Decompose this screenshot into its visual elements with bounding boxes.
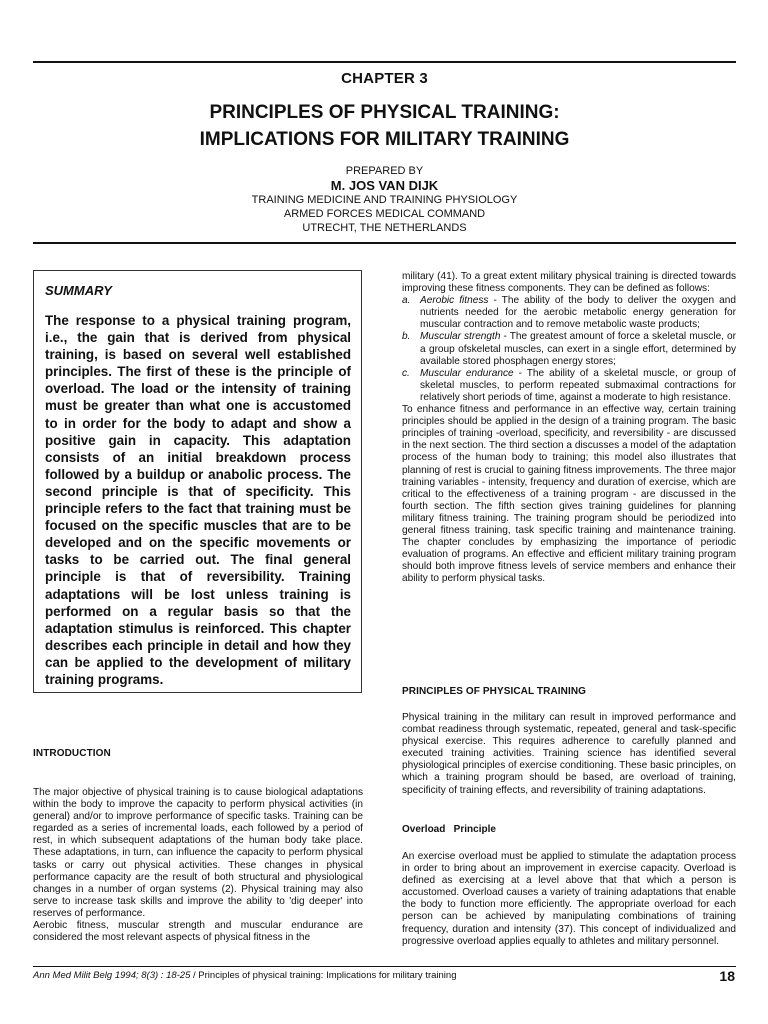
principles-heading: PRINCIPLES OF PHYSICAL TRAINING [402, 686, 587, 697]
summary-heading: SUMMARY [45, 283, 112, 298]
top-rule [33, 61, 736, 63]
footer-citation [33, 970, 456, 981]
list-item-label: a. [402, 295, 411, 307]
continued-paragraph: military (41). To a great extent military physical training is directed towards improving these fitness components. They can be defined as follows: [402, 271, 736, 295]
overload-text [402, 851, 736, 948]
list-item-text: - The ability of the body to deliver the oxygen and nutrients needed for the aerobic metabolic energy generation for muscular contraction and to remove metabolic waste products; [420, 295, 737, 331]
running-title: Principles of physical training: Implications for military training [198, 970, 457, 981]
list-item-text: - The greatest amount of force a skeletal muscle, or a group ofskeletal muscles, can exert in a single effort, determined by available stored phosphagen energy stores; [420, 331, 736, 367]
journal-citation: Ann Med Milit Belg 1994; 8(3) : 18-25 [33, 970, 191, 981]
list-item [402, 295, 736, 331]
affiliation-line-3: UTRECHT, THE NETHERLANDS [302, 222, 467, 234]
list-item-body [420, 331, 736, 367]
page-number: 18 [719, 968, 735, 984]
fitness-components-list [402, 295, 736, 404]
citation-separator: / [190, 970, 199, 981]
list-item-term: Aerobic fitness [420, 295, 489, 307]
principles-text [402, 712, 736, 797]
list-item [402, 368, 736, 404]
introduction-text [33, 787, 363, 944]
overload-paragraph: An exercise overload must be applied to stimulate the adaptation process in order to bring about an improvement in exercise capacity. Overload is defined as exercising at a level above that that which a person is accustomed. Overload causes a variety of training adaptations that enable the body to function more efficiently. The appropriate overload for each person can be achieved by manipulating combinations of training frequency, duration and intensity (37). This concept of individualized and progressive overload applies equally to athletes and military personnel. [402, 851, 736, 947]
list-item-term: Muscular endurance [420, 367, 514, 379]
introduction-heading: INTRODUCTION [33, 748, 111, 759]
chapter-title [33, 99, 736, 153]
list-item-body [420, 368, 736, 404]
author-name: M. JOS VAN DIJK [330, 178, 439, 193]
list-item [402, 331, 736, 367]
introduction-paragraph-1: The major objective of physical training is to cause biological adaptations within the body to improve the capacity to perform physical activities (in general) and/or to improve performance of specific tasks. Training can be regarded as a series of incremental loads, each followed by a period of rest, in which subsequent adaptations of the human body take place. These adaptations, in turn, can influence the capacity to perform physical tasks or carry out physical activities. These changes in physical performance capacity are the result of both structural and physiological changes in a number of organ systems (2). Physical training may also serve to increase task skills and improve the ability to 'dig deeper' into reserves of performance. [33, 787, 363, 919]
summary-text: The response to a physical training program, i.e., the gain that is derived from physical training, is based on several well established principles. The first of these is the principle of overload. The load or the intensity of training must be greater than what one is accustomed to in order for the body to adapt and show a positive gain in capacity. This adaptation consists of an initial breakdown process followed by a buildup or anabolic process. The second principle is that of specificity. This principle refers to the fact that training must be focused on the specific muscles that are to be developed and on the specific movements or tasks to be carried out. The final general principle is that of reversibility. Training adaptations will be lost unless training is performed on a regular basis so that the adaptation stimulus is reinforced. This chapter describes each principle in detail and how they can be applied to the development of military training programs. [45, 313, 351, 687]
chapter-title-line-2: IMPLICATIONS FOR MILITARY TRAINING [199, 129, 570, 150]
list-item-term: Muscular strength [420, 331, 501, 343]
list-item-label: c. [402, 367, 410, 379]
overload-principle-heading: Overload Principle [402, 824, 496, 835]
list-item-label: b. [402, 331, 411, 343]
chapter-header [33, 70, 736, 235]
enhance-paragraph: To enhance fitness and performance in an effective way, certain training principles should be applied in the design of a training program. The basic principles of training -overload, specificity, and reversibility - are discussed in the next section. The third section a discusses a model of the adaptation process of the human body to training; this model also illustrates that planning of rest is crucial to gaining fitness improvements. The three major training variables - intensity, frequency and duration of exercise, which are critical to the effectiveness of a training program - are discussed in the fourth section. The fifth section gives training guidelines for planning military fitness training. The training program should be periodized into general fitness training, task specific training and maintenance training. The chapter concludes by emphasizing the importance of periodic evaluation of programs. An effective and efficient military training program should both improve fitness levels of service members and enhance their ability to perform physical tasks. [402, 404, 736, 585]
principles-paragraph: Physical training in the military can result in improved performance and combat readiness through systematic, repeated, general and task-specific physical exercise. This requires adherence to carefully planned and executed training activities. Training science has identified several physiological principles of exercise conditioning. These basic principles, on which a training program should be based, are overload of training, specificity of training effects, and reversibility of training adaptations. [402, 712, 736, 796]
list-item-text: - The ability of a skeletal muscle, or group of skeletal muscles, to perform repeated submaximal contractions for relatively short periods of time, against a moderate to high resistance. [420, 367, 736, 403]
chapter-title-line-1: PRINCIPLES OF PHYSICAL TRAINING: [209, 102, 560, 123]
introduction-paragraph-2: Aerobic fitness, muscular strength and muscular endurance are considered the most relevant aspects of physical fitness in the [33, 920, 363, 944]
header-bottom-rule [33, 242, 736, 244]
right-column-intro [402, 271, 736, 585]
list-item-body [420, 295, 736, 331]
footer-rule [33, 966, 736, 967]
summary-box [33, 270, 362, 693]
affiliation-line-1: TRAINING MEDICINE AND TRAINING PHYSIOLOGY [251, 194, 518, 206]
affiliation-line-2: ARMED FORCES MEDICAL COMMAND [283, 208, 486, 220]
prepared-by-label: PREPARED BY [345, 165, 424, 177]
chapter-label: CHAPTER 3 [341, 70, 428, 87]
